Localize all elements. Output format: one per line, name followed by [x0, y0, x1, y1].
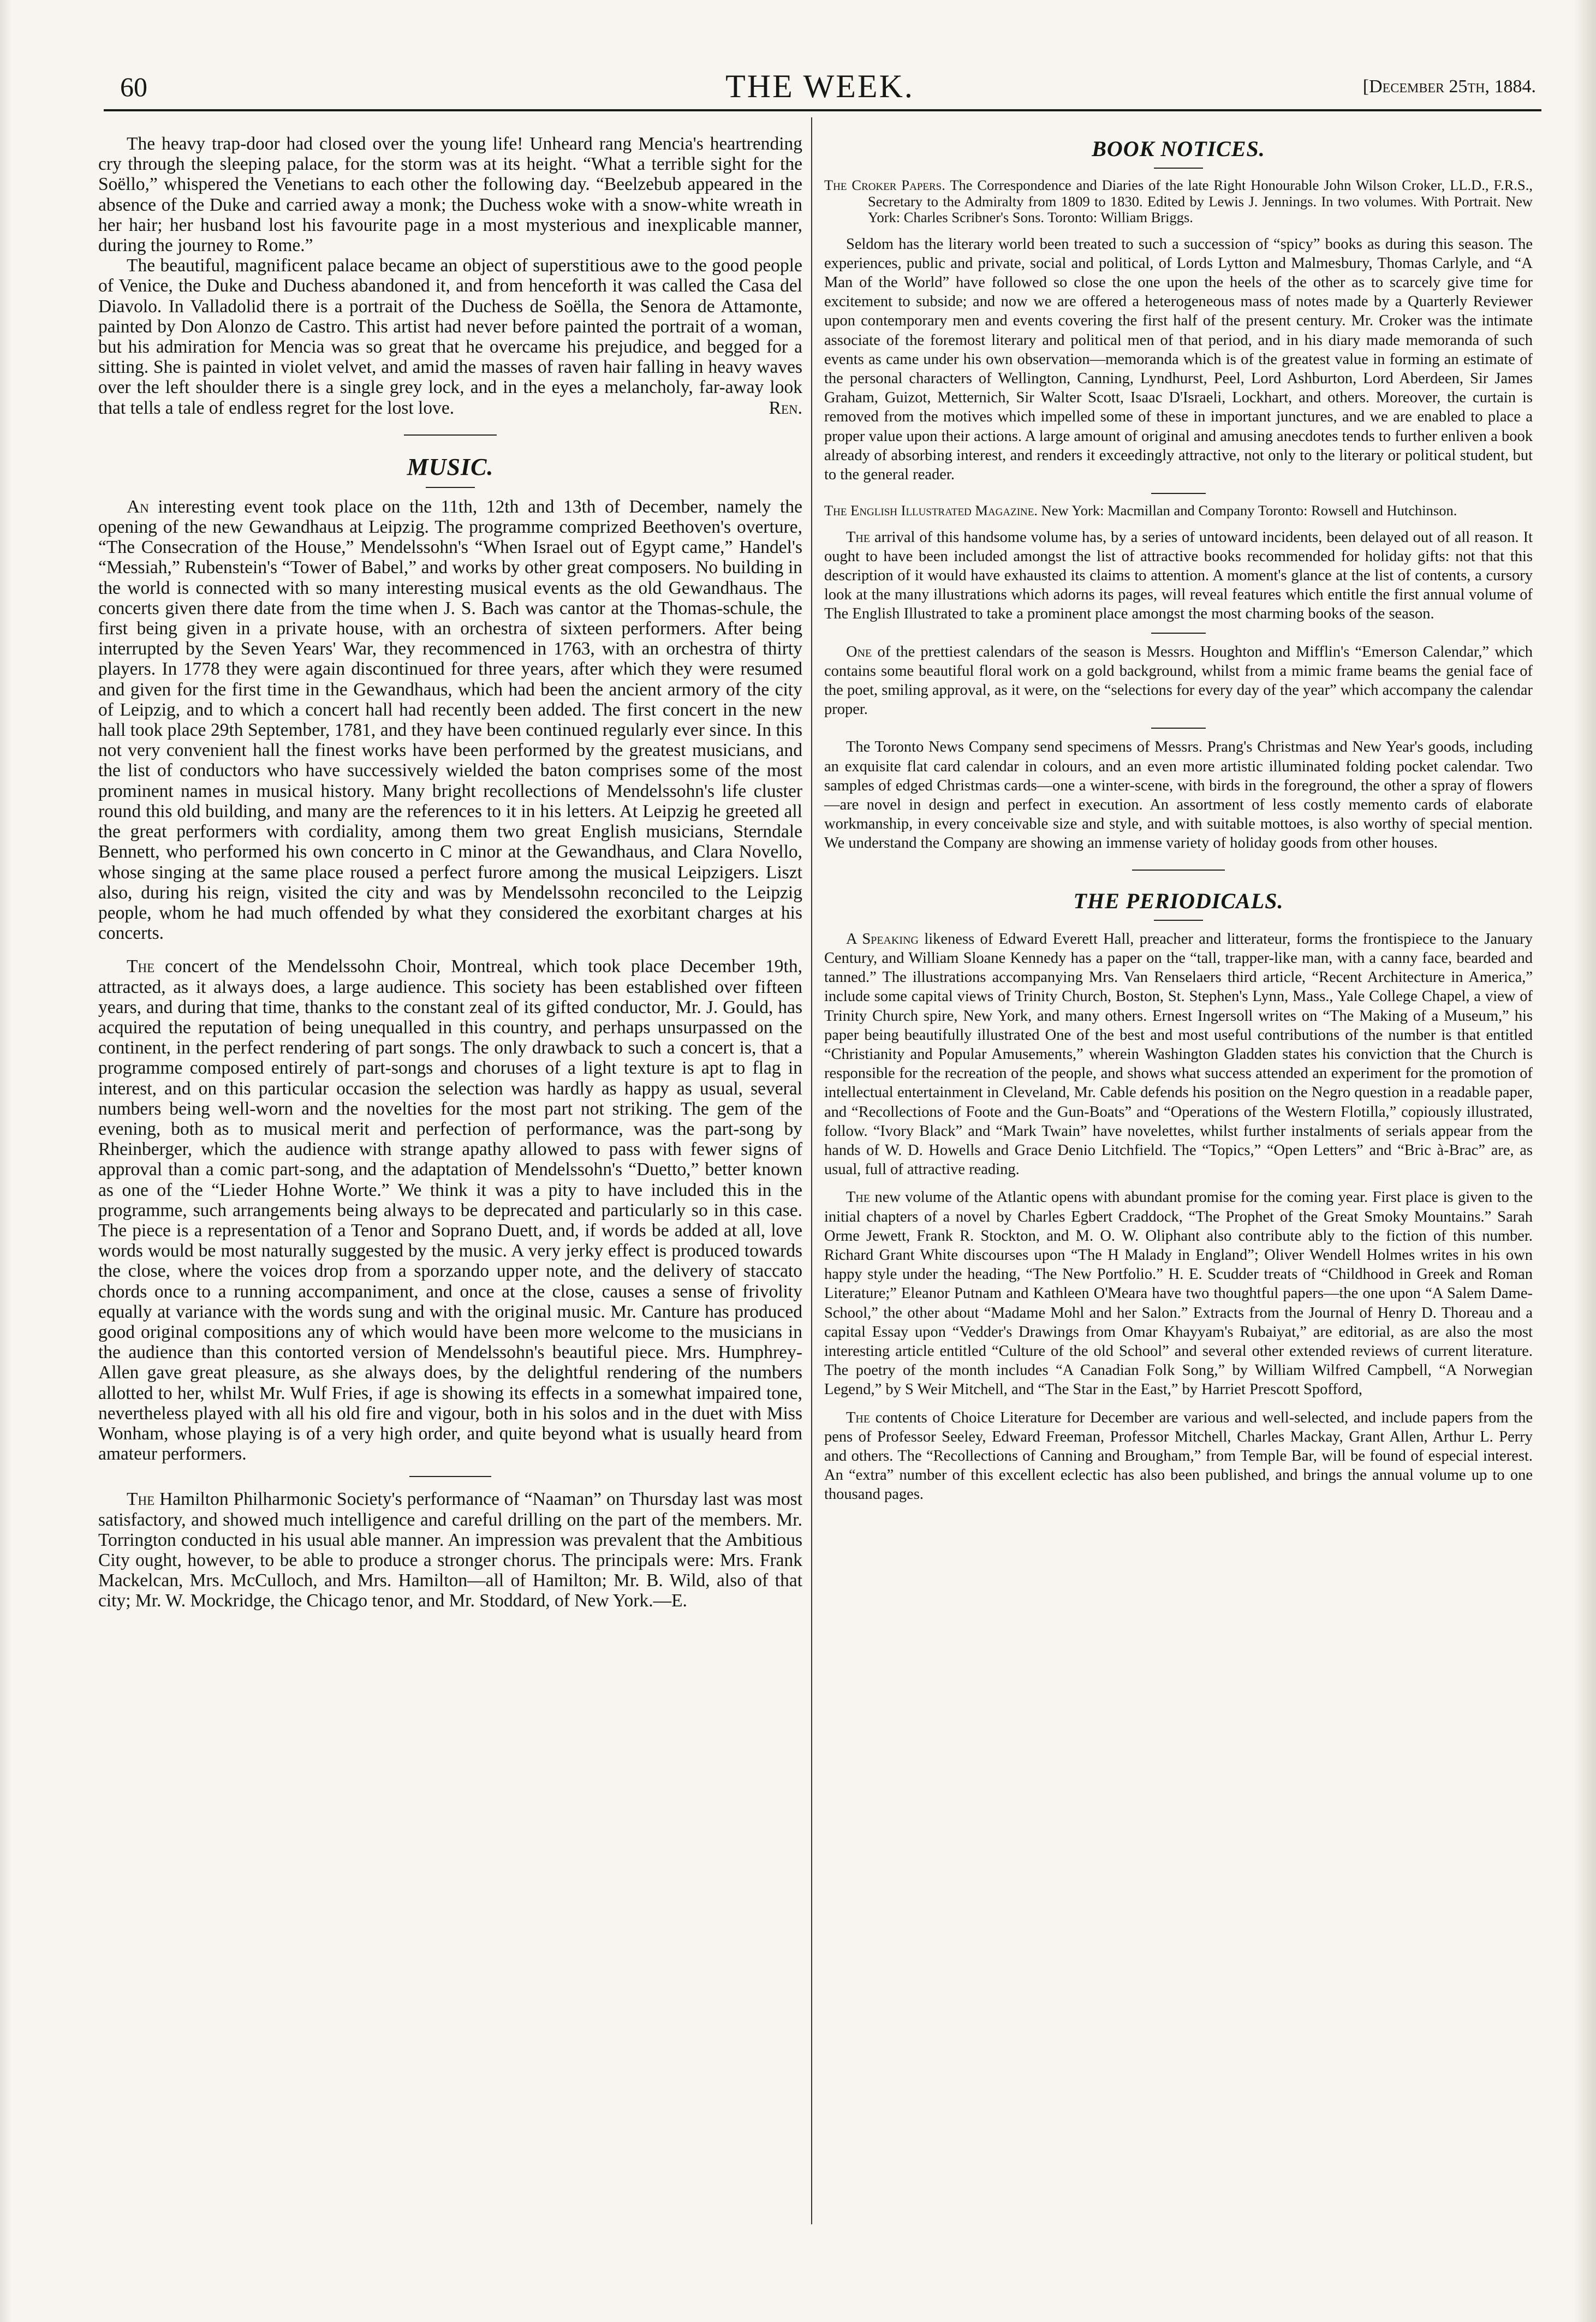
title-underline — [426, 487, 475, 488]
story-paragraph — [98, 255, 802, 418]
article-paragraph — [98, 956, 802, 1464]
article-separator — [1151, 728, 1206, 729]
book-citation — [824, 503, 1533, 519]
citation-lead: The English Illustrated Magazine. — [824, 502, 1038, 519]
review-paragraph — [824, 1188, 1533, 1399]
music-section — [98, 451, 802, 1611]
article-separator — [1151, 633, 1206, 634]
lead-word: One — [846, 643, 872, 660]
issue-date: [December 25th, 1884. — [1362, 76, 1536, 97]
page-edge-shadow-left — [0, 0, 12, 2322]
citation-text: The Correspondence and Diaries of the late Right Honourable John Wilson Croker, LL.D., F.R.S., Secretary to the Admiralty from 1809 to 1830. Edited by Lewis J. Jennings. In two volumes. With Portrait. New York: Charles Scribner's Sons. Toronto: William Briggs. — [868, 177, 1533, 225]
header-rule — [104, 109, 1541, 111]
article-paragraph — [98, 497, 802, 943]
review-paragraph — [824, 930, 1533, 1180]
paragraph-text: of the prettiest calendars of the season is Messrs. Houghton and Mifflin's “Emerson Calendar,” which contains some beautiful floral work on a gold background, whilst from a mimic frame beams the genial face of the poet, smiling approval, as it were, on the “selections for every day of the year” which accompany the calendar proper. — [824, 643, 1533, 718]
article-paragraph — [98, 1489, 802, 1611]
section-separator — [1132, 870, 1225, 871]
periodicals-section — [824, 886, 1533, 1504]
title-underline — [1154, 920, 1203, 921]
review-paragraph: Seldom has the literary world been treated to such a succession of “spicy” books as during this season. The experiences, public and private, social and political, of Lords Lytton and Malmesbury, Thomas Carlyle, and “A Man of the World” have followed so close the one upon the heels of the other as to scarcely give time for excitement to subside; and now we are offered a heterogeneous mass of notes made by a Quarterly Reviewer upon contemporary men and events covering the first half of the present century. Mr. Croker was the intimate associate of the foremost literary and political men of that period, and in his diary made memoranda of such events as came under his own observation—memoranda which is of the greatest value in forming an estimate of the personal characters of Wellington, Canning, Lyndhurst, Peel, Lord Ashburton, Lord Aberdeen, Sir James Graham, Guizot, Metternich, Sir Walter Scott, Isaac D'Israeli, Lockhart, and others. Moreover, the curtain is removed from the motives which impelled some of these in important junctures, and we are enabled to place a proper value upon their actions. A large amount of original and amusing anecdotes tends to further enliven a book already of absorbing interest, and renders it exceedingly attractive, not only to the literary or political student, but to the general reader. — [824, 235, 1533, 483]
lead-word: The — [846, 528, 871, 546]
paragraph-text: Hamilton Philharmonic Society's performance of “Naaman” on Thursday last was most satisfactory, and showed much intelligence and careful drilling on the part of the members. Mr. Torrington conducted in his usual able manner. An impression was prevalent that the Ambitious City ought, however, to be able to produce a stronger chorus. The principals were: Mrs. Frank Mackelcan, Mrs. McCulloch, and Mrs. Hamilton—all of Hamilton; Mr. B. Wild, also of that city; Mr. W. Mockridge, the Chicago tenor, and Mr. Stoddard, of New York.—E. — [98, 1489, 803, 1611]
right-column — [824, 134, 1533, 1504]
section-separator — [404, 434, 497, 436]
lead-word: The — [846, 1189, 871, 1206]
lead-word: The — [846, 1409, 871, 1426]
citation-lead: The Croker Papers. — [824, 177, 945, 193]
story-conclusion — [98, 134, 802, 418]
paragraph-text: new volume of the Atlantic opens with abundant promise for the coming year. First place is given to the initial chapters of a novel by Charles Egbert Craddock, “The Prophet of the Great Smoky Mountains.” Sarah Orme Jewett, Frank R. Stockton, and M. O. W. Oliphant also contribute ably to the fiction of this number. Richard Grant White discourses upon “The H Malady in England”; Oliver Wendell Holmes writes in his own happy style under the heading, “The New Portfolio.” H. E. Scudder treats of “Childhood in Greek and Roman Literature;” Eleanor Putnam and Kathleen O'Meara have two thoughtful papers—the one upon “A Salem Dame-School,” the other about “Madame Mohl and her Salon.” Extracts from the Journal of Henry D. Thoreau and a capital Essay upon “Vedder's Drawings from Omar Khayyam's Rubaiyat,” are editorial, as are also the most interesting article entitled “Culture of the old School” and several other extended reviews of current literature. The poetry of the month includes “A Canadian Folk Song,” by William Wilfred Campbell, “A Norwegian Legend,” by S Weir Mitchell, and “The Star in the East,” by Harriet Prescott Spofford, — [824, 1189, 1533, 1398]
review-paragraph: The Toronto News Company send specimens of Messrs. Prang's Christmas and New Year's goods, including an exquisite flat card calendar in colours, and an even more artistic illuminated folding pocket calendar. Two samples of edged Christmas cards—one a winter-scene, with birds in the foreground, the other a spray of flowers—are novel in design and perfect in execution. An assortment of less costly memento cards of elaborate workmanship, in every conceivable size and style, and with suitable mottoes, is also worthy of special mention. We understand the Company are showing an immense variety of holiday goods from other houses. — [824, 739, 1533, 852]
page-edge-shadow-right — [1574, 0, 1596, 2322]
story-paragraph-text: The beautiful, magnificent palace became an object of superstitious awe to the good people of Venice, the Duke and Duchess abandoned it, and from henceforth it was called the Casa del Diavolo. In Valladolid there is a portrait of the Duchess de Soëlla, the Senora de Attamonte, painted by Don Alonzo de Castro. This artist had never before painted the portrait of a woman, but his admiration for Mencia was so great that he overcame his prejudice, and begged for a sitting. She is painted in violet velvet, and amid the masses of raven hair falling in heavy waves over the left shoulder there is a single grey lock, and in the eyes a melancholy, far-away look that tells a tale of endless regret for the lost love. — [98, 255, 802, 418]
paragraph-text: interesting event took place on the 11th, 12th and 13th of December, namely the opening of the new Gewandhaus at Leipzig. The programme comprized Beethoven's overture, “The Consecration of the House,” Mendelssohn's “When Israel out of Egypt came,” Handel's “Messiah,” Rubenstein's “Tower of Babel,” and works by other great composers. No building in the world is connected with so many interesting musical events as the old Gewandhaus. The concerts given there date from the time when J. S. Bach was cantor at the Thomas-schule, the first being given in a private house, with an orchestra of sixteen performers. After being interrupted by the Seven Years' War, they recommenced in 1763, with an orchestra of thirty players. In 1778 they were again discontinued for three years, after which they were resumed and given for the first time in the Gewandhaus, which had been the ancient armory of the city of Leipzig, and to which a concert hall had recently been added. The first concert in the new hall took place 29th September, 1781, and they have been continued regularly ever since. In this not very convenient hall the finest works have been performed by the greatest musicians, and the list of conductors who have successively wielded the baton comprises some of the most prominent names in musical history. Many bright recollections of Mendelssohn's life cluster round this old building, and many are the references to it in his letters. At Leipzig he greeted all the great performers with cordiality, among them two great English musicians, Sterndale Bennett, who performed his own concerto in C minor at the Gewandhaus, and Clara Novello, whose singing at the same place roused a perfect furore among the musical Leipzigers. Liszt also, during his reign, visited the city and was by Mendelssohn reconciled to the Leipzig people, whom he had much offended by what they considered the exorbitant charges at his concerts. — [98, 496, 802, 944]
page-header — [104, 64, 1536, 114]
paragraph-text: likeness of Edward Everett Hall, preacher and litterateur, forms the frontispiece to the January Century, and William Sloane Kennedy has a paper on the “tall, trapper-like man, with a canny face, bearded and tanned.” The illustrations accompanying Mrs. Van Renselaers third article, “Recent Architecture in America,” include some capital views of Trinity Church, Boston, St. Stephen's Lynn, Mass., Yale College Chapel, a view of Trinity Church spire, New York, and many others. Ernest Ingersoll writes on “The Making of a Museum,” his paper being beautifully illustrated One of the best and most useful contributions of the number is that entitled “Christianity and Popular Amusements,” wherein Washington Gladden states his conviction that the Church is responsible for the recreation of the people, and shows what success attended an experiment for the promotion of intellectual entertainment in Cleveland, Mr. Cable defends his position on the Negro question in a readable paper, and “Recollections of Foote and the Gun-Boats” and “Operations of the Western Flotilla,” copiously illustrated, follow. “Ivory Black” and “Mark Twain” have novelettes, whilst further instalments of serials appear from the hands of W. D. Howells and Grace Denio Litchfield. The “Topics,” “Open Letters” and “Bric à-Brac” are, as usual, full of attractive reading. — [824, 930, 1533, 1178]
lead-word: An — [127, 496, 149, 517]
paragraph-text: contents of Choice Literature for December are various and well-selected, and include papers from the pens of Professor Seeley, Edward Freeman, Professor Mitchell, Charles Mackay, Grant Allen, Arthur L. Perry and others. The “Recollections of Canning and Brougham,” from Temple Bar, will be found of especial interest. An “extra” number of this excellent eclectic has also been published, and brings the annual volume up to one thousand pages. — [824, 1409, 1533, 1503]
lead-word: The — [127, 956, 155, 977]
section-title-music: MUSIC. — [407, 453, 494, 480]
paragraph-text: concert of the Mendelssohn Choir, Montreal, which took place December 19th, attracted, as it always does, a large audience. This society has been established over fifteen years, and during that time, thanks to the constant zeal of its gifted conductor, Mr. J. Gould, has acquired the reputation of being unequalled in this country, and perhaps unsurpassed on the continent, in the perfect rendering of part songs. The only drawback to such a concert is, that a programme composed entirely of part-songs and choruses of a light texture is apt to flag in interest, and on this particular occasion the selection was hardly as happy as usual, several numbers being well-worn and the novelties for the most part not striking. The gem of the evening, both as to musical merit and perfection of performance, was the part-song by Rheinberger, which the audience with strange apathy allowed to pass with fewer signs of approval than a comic part-song, and the adaptation of Mendelssohn's “Duetto,” better known as one of the “Lieder Hohne Worte.” We think it was a pity to have included this in the programme, such arrangements being always to be deprecated and particularly so in this case. The piece is a representation of a Tenor and Soprano Duett, and, if words be added at all, love words would be most naturally suggested by the music. A very jerky effect is produced towards the close, where the voices drop from a sporzando upper note, and the delivery of staccato chords once to a running accompaniment, and once at the close, causes a sense of frivolity equally at variance with the words sung and with the original music. Mr. Canture has produced good original compositions any of which would have been more welcome to the musicians in the audience than this contorted version of Mendelssohn's beautiful piece. Mrs. Humphrey-Allen gave great pleasure, as she always does, by the delightful rendering of the numbers allotted to her, whilst Mr. Wulf Fries, if age is showing its effects in a somewhat impaired tone, nevertheless played with all his old fire and vigour, both in his solos and in the duet with Miss Wonham, whose playing is of a very high order, and quite beyond what is usually heard from amateur performers. — [98, 956, 802, 1464]
column-divider — [811, 117, 812, 2224]
article-separator — [409, 1476, 491, 1477]
section-title-periodicals: THE PERIODICALS. — [1073, 888, 1284, 913]
lead-word: A Speaking — [846, 930, 919, 948]
review-paragraph — [824, 528, 1533, 624]
article-separator — [1151, 493, 1206, 494]
story-paragraph: The heavy trap-door had closed over the young life! Unheard rang Mencia's heartrending cry through the sleeping palace, for the storm was at its height. “What a terrible sight for the Soëllo,” whispered the Venetians to each other the following day. “Beelzebub appeared in the absence of the Duke and carried away a monk; the Duchess woke with a snow-white wreath in her hair; her husband lost his favourite page in a most mysterious and inexplicable manner, during the journey to Rome.” — [98, 134, 802, 256]
section-title-book-notices: BOOK NOTICES. — [1092, 136, 1265, 161]
author-signature: Ren. — [769, 397, 802, 418]
left-column — [98, 134, 802, 1611]
masthead-title: THE WEEK. — [725, 68, 914, 104]
paragraph-text: arrival of this handsome volume has, by a series of untoward incidents, been delayed out of all reason. It ought to have been included amongst the list of attractive books recommended for holiday gifts: not that this description of it would have exhausted its claims to attention. A moment's glance at the list of contents, a cursory look at the many illustrations which adorns its pages, will reveal features which entitle the first annual volume of The English Illustrated to take a prominent place amongst the most charming books of the season. — [824, 528, 1533, 623]
review-paragraph — [824, 1408, 1533, 1504]
title-underline — [1154, 168, 1203, 169]
lead-word: The — [127, 1489, 155, 1510]
book-citation — [824, 177, 1533, 226]
book-notices-section — [824, 134, 1533, 853]
citation-text: New York: Macmillan and Company Toronto: Rowsell and Hutchinson. — [1041, 502, 1457, 519]
page-number: 60 — [120, 72, 147, 102]
review-paragraph — [824, 642, 1533, 719]
